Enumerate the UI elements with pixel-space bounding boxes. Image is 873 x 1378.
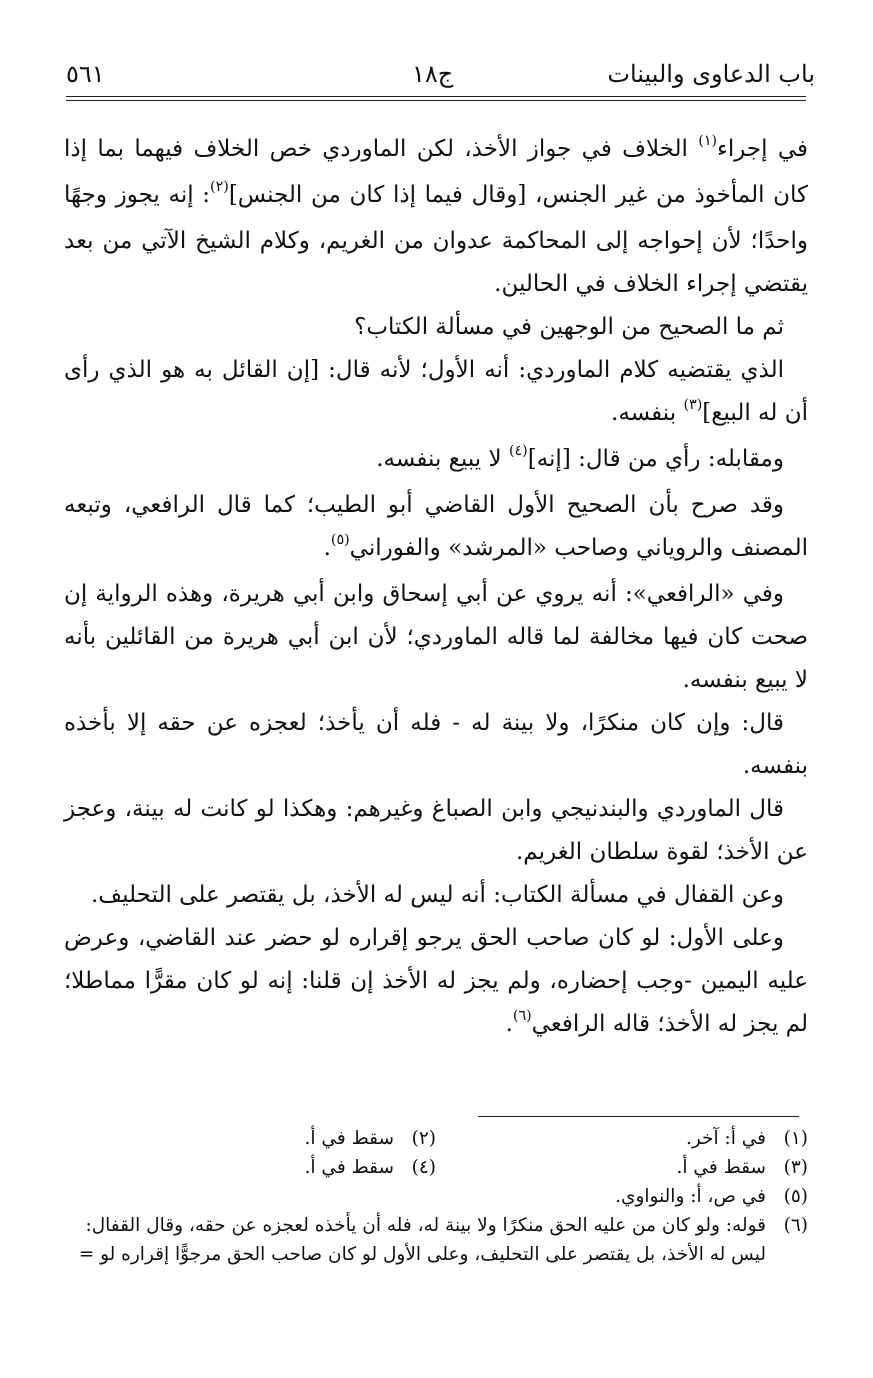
footnote [64,1153,436,1182]
volume-label: ج١٨ [412,60,454,88]
footnote-marker: (٣) [683,397,703,414]
footnote [436,1124,808,1153]
running-header-title: باب الدعاوى والبينات [607,60,815,88]
paragraph: وقد صرح بأن الصحيح الأول القاضي أبو الطيب؛ كما قال الرافعي، وتبعه المصنف والروياني وصاحب «المرشد» والفوراني$^{(٥)}$. [64,492,808,561]
footnote-number: (١) [783,1128,808,1149]
paragraph: الذي يقتضيه كلام الماوردي: أنه الأول؛ لأنه قال: [إن القائل به هو الذي رأى أن له البيع]$^{(٣)}$ بنفسه. [64,357,808,426]
footnote [64,1182,808,1211]
footnote-number: (٥) [783,1186,808,1207]
paragraph: ومقابله: رأي من قال: [إنه]$^{(٤)}$ لا يبيع بنفسه. [376,443,784,472]
footnote-text: في أ: آخر. [685,1128,766,1149]
footnote-marker: (١) [698,133,718,150]
paragraph: ثم ما الصحيح من الوجهين في مسألة الكتاب؟ [354,314,784,340]
footnote-marker: (٤) [508,443,528,460]
footnote-text: في ص، أ: والنواوي. [615,1186,766,1207]
footnote [64,1124,436,1153]
footnote-marker: (٥) [330,532,350,549]
paragraph: وفي «الرافعي»: أنه يروي عن أبي إسحاق وابن أبي هريرة، وهذه الرواية إن صحت كان فيها مخالفة لما قاله الماوردي؛ لأن ابن أبي هريرة من القائلين بأنه لا يبيع بنفسه. [64,581,808,693]
paragraph: قال الماوردي والبندنيجي وابن الصباغ وغيرهم: وهكذا لو كانت له بينة، وعجز عن الأخذ؛ لقوة سلطان الغريم. [64,796,808,865]
footnote-number: (٤) [411,1157,436,1178]
footnote [64,1211,808,1269]
footnote-text: سقط في أ. [304,1157,394,1178]
main-text [64,128,808,1049]
paragraph: وعن القفال في مسألة الكتاب: أنه ليس له الأخذ، بل يقتصر على التحليف. [90,882,784,908]
paragraph: وعلى الأول: لو كان صاحب الحق يرجو إقراره لو حضر عند القاضي، وعرض عليه اليمين -وجب إحضاره، ولم يجز له الأخذ إن قلنا: إنه لو كان مقرًّا مماطلا؛ لم يجز له الأخذ؛ قاله الرافعي$^{(٦)}$. [64,925,808,1037]
header-rule-thin [66,100,806,101]
footnote-separator [478,1116,799,1117]
footnote [436,1153,808,1182]
paragraph: في إجراء$^{(١)}$ الخلاف في جواز الأخذ، لكن الماوردي خص الخلاف فيهما بما إذا كان المأخوذ من غير الجنس، [وقال فيما إذا كان من الجنس]$^{(٢)}$: إنه يجوز وجهًا واحدًا؛ لأن إحواجه إلى المحاكمة عدوان من الغريم، وكلام الشيخ الآتي من بعد يقتضي إجراء الخلاف في الحالين. [64,133,808,297]
footnote-text: سقط في أ. [676,1157,766,1178]
footnote-text: قوله: ولو كان من عليه الحق منكرًا ولا بينة له، فله أن يأخذه لعجزه عن حقه، وقال القفال: ليس له الأخذ، بل يقتصر على التحليف، وعلى الأول لو كان صاحب الحق مرجوًّا إقراره لو = [78,1215,766,1265]
header-rule [66,96,806,97]
footnote-marker: (٦) [512,1008,532,1025]
footnote-marker: (٢) [210,179,229,196]
footnotes [64,1124,808,1269]
footnote-text: سقط في أ. [304,1128,394,1149]
footnote-number: (٦) [783,1215,808,1236]
footnote-number: (٢) [411,1128,436,1149]
page-number: ٥٦١ [66,60,105,88]
footnote-number: (٣) [783,1157,808,1178]
paragraph: قال: وإن كان منكرًا، ولا بينة له - فله أن يأخذ؛ لعجزه عن حقه إلا بأخذه بنفسه. [64,710,808,779]
